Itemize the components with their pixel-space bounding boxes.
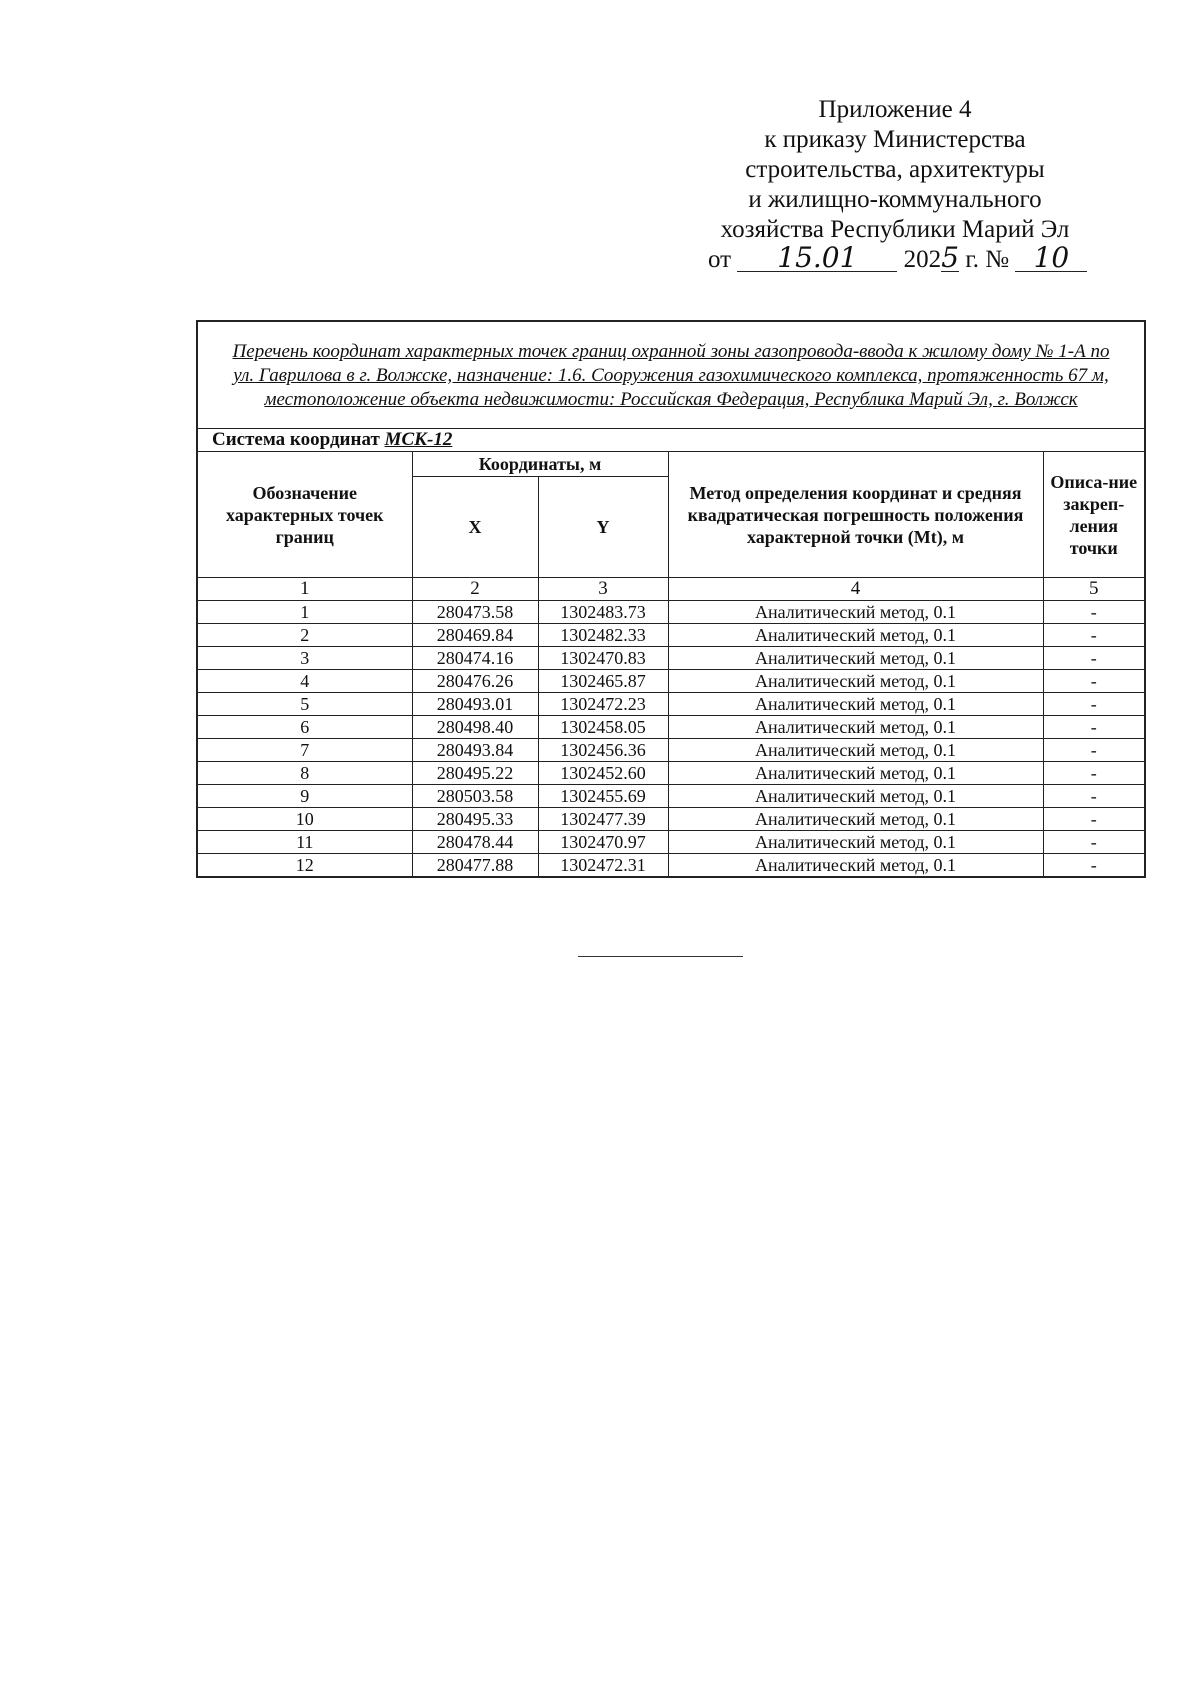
end-divider xyxy=(578,956,743,957)
cell-x: 280503.58 xyxy=(412,785,538,808)
cell-y: 1302482.33 xyxy=(538,624,668,647)
table-row xyxy=(197,693,1145,716)
cell-method: Аналитический метод, 0.1 xyxy=(668,670,1043,693)
cell-x: 280495.33 xyxy=(412,808,538,831)
header-row-1 xyxy=(197,452,1145,477)
table-row xyxy=(197,647,1145,670)
cell-point: 12 xyxy=(197,854,412,878)
cell-y: 1302472.23 xyxy=(538,693,668,716)
date-prefix: от xyxy=(708,246,732,273)
table-row xyxy=(197,785,1145,808)
header-coordinates: Координаты, м xyxy=(412,452,668,477)
table-row xyxy=(197,601,1145,624)
cell-y: 1302455.69 xyxy=(538,785,668,808)
appendix-line-4: и жилищно-коммунального xyxy=(748,186,1042,213)
cell-x: 280477.88 xyxy=(412,854,538,878)
table-row xyxy=(197,808,1145,831)
table-row xyxy=(197,716,1145,739)
cell-method: Аналитический метод, 0.1 xyxy=(668,785,1043,808)
appendix-line-2: к приказу Министерства xyxy=(764,126,1026,153)
cell-method: Аналитический метод, 0.1 xyxy=(668,624,1043,647)
cell-method: Аналитический метод, 0.1 xyxy=(668,716,1043,739)
cell-point: 10 xyxy=(197,808,412,831)
cell-point: 9 xyxy=(197,785,412,808)
cell-description: - xyxy=(1043,762,1145,785)
header-method: Метод определения координат и средняя квадратическая погрешность положения характерной точки (Mt), м xyxy=(668,452,1043,578)
cell-x: 280495.22 xyxy=(412,762,538,785)
cell-point: 3 xyxy=(197,647,412,670)
column-numbers-row xyxy=(197,578,1145,601)
cell-y: 1302477.39 xyxy=(538,808,668,831)
cell-description: - xyxy=(1043,716,1145,739)
cell-x: 280474.16 xyxy=(412,647,538,670)
cell-description: - xyxy=(1043,670,1145,693)
table-row xyxy=(197,624,1145,647)
cell-description: - xyxy=(1043,647,1145,670)
cell-y: 1302465.87 xyxy=(538,670,668,693)
table-row xyxy=(197,831,1145,854)
order-date-handwritten: 15.01 xyxy=(737,245,897,272)
cell-description: - xyxy=(1043,831,1145,854)
appendix-line-3: строительства, архитектуры xyxy=(745,156,1045,183)
coordinate-system xyxy=(197,429,1145,452)
header-description: Описа-ние закреп-ления точки xyxy=(1043,452,1145,578)
cell-x: 280473.58 xyxy=(412,601,538,624)
cell-y: 1302472.31 xyxy=(538,854,668,878)
coordinate-system-row xyxy=(197,429,1145,452)
table-title-row xyxy=(197,321,1145,429)
order-number-label: г. № xyxy=(965,246,1010,273)
cell-description: - xyxy=(1043,693,1145,716)
year-prefix: 202 xyxy=(903,246,942,273)
table-row xyxy=(197,670,1145,693)
cell-description: - xyxy=(1043,601,1145,624)
cell-y: 1302470.97 xyxy=(538,831,668,854)
cell-y: 1302458.05 xyxy=(538,716,668,739)
cell-x: 280478.44 xyxy=(412,831,538,854)
cell-method: Аналитический метод, 0.1 xyxy=(668,601,1043,624)
cell-method: Аналитический метод, 0.1 xyxy=(668,854,1043,878)
cell-method: Аналитический метод, 0.1 xyxy=(668,762,1043,785)
header-y: Y xyxy=(538,477,668,578)
cell-point: 7 xyxy=(197,739,412,762)
column-number: 3 xyxy=(538,578,668,601)
header-point: Обозначение характерных точек границ xyxy=(197,452,412,578)
cell-method: Аналитический метод, 0.1 xyxy=(668,647,1043,670)
cell-point: 4 xyxy=(197,670,412,693)
cell-y: 1302483.73 xyxy=(538,601,668,624)
cell-y: 1302456.36 xyxy=(538,739,668,762)
cell-method: Аналитический метод, 0.1 xyxy=(668,831,1043,854)
cell-x: 280493.01 xyxy=(412,693,538,716)
table-row xyxy=(197,739,1145,762)
coordinates-table xyxy=(196,320,1146,878)
table-row xyxy=(197,854,1145,878)
cell-description: - xyxy=(1043,624,1145,647)
cell-method: Аналитический метод, 0.1 xyxy=(668,693,1043,716)
cell-description: - xyxy=(1043,854,1145,878)
coordinate-system-label: Система координат xyxy=(212,429,380,450)
column-number: 1 xyxy=(197,578,412,601)
order-date-line xyxy=(690,241,1100,275)
cell-x: 280498.40 xyxy=(412,716,538,739)
cell-description: - xyxy=(1043,785,1145,808)
appendix-header xyxy=(690,95,1100,275)
appendix-line-5: хозяйства Республики Марий Эл xyxy=(720,216,1070,243)
cell-point: 1 xyxy=(197,601,412,624)
table-row xyxy=(197,762,1145,785)
cell-method: Аналитический метод, 0.1 xyxy=(668,739,1043,762)
cell-method: Аналитический метод, 0.1 xyxy=(668,808,1043,831)
cell-point: 5 xyxy=(197,693,412,716)
cell-y: 1302470.83 xyxy=(538,647,668,670)
cell-point: 8 xyxy=(197,762,412,785)
cell-x: 280469.84 xyxy=(412,624,538,647)
cell-point: 11 xyxy=(197,831,412,854)
column-number: 2 xyxy=(412,578,538,601)
cell-description: - xyxy=(1043,808,1145,831)
cell-x: 280493.84 xyxy=(412,739,538,762)
cell-description: - xyxy=(1043,739,1145,762)
table-title: Перечень координат характерных точек границ охранной зоны газопровода-ввода к жилому дому № 1-А по ул. Гаврилова в г. Волжске, назначение: 1.6. Сооружения газохимического комплекса, протяженность 67 м, местоположение объекта недвижимости: Российская Федерация, Республика Марий Эл, г. Волжск xyxy=(197,321,1145,429)
cell-y: 1302452.60 xyxy=(538,762,668,785)
order-year-handwritten: 5 xyxy=(941,241,960,274)
column-number: 5 xyxy=(1043,578,1145,601)
column-number: 4 xyxy=(668,578,1043,601)
header-x: X xyxy=(412,477,538,578)
cell-point: 2 xyxy=(197,624,412,647)
appendix-title: Приложение 4 xyxy=(818,96,972,123)
coordinate-system-name: МСК-12 xyxy=(384,429,453,450)
cell-point: 6 xyxy=(197,716,412,739)
cell-x: 280476.26 xyxy=(412,670,538,693)
order-number-handwritten: 10 xyxy=(1015,245,1087,272)
